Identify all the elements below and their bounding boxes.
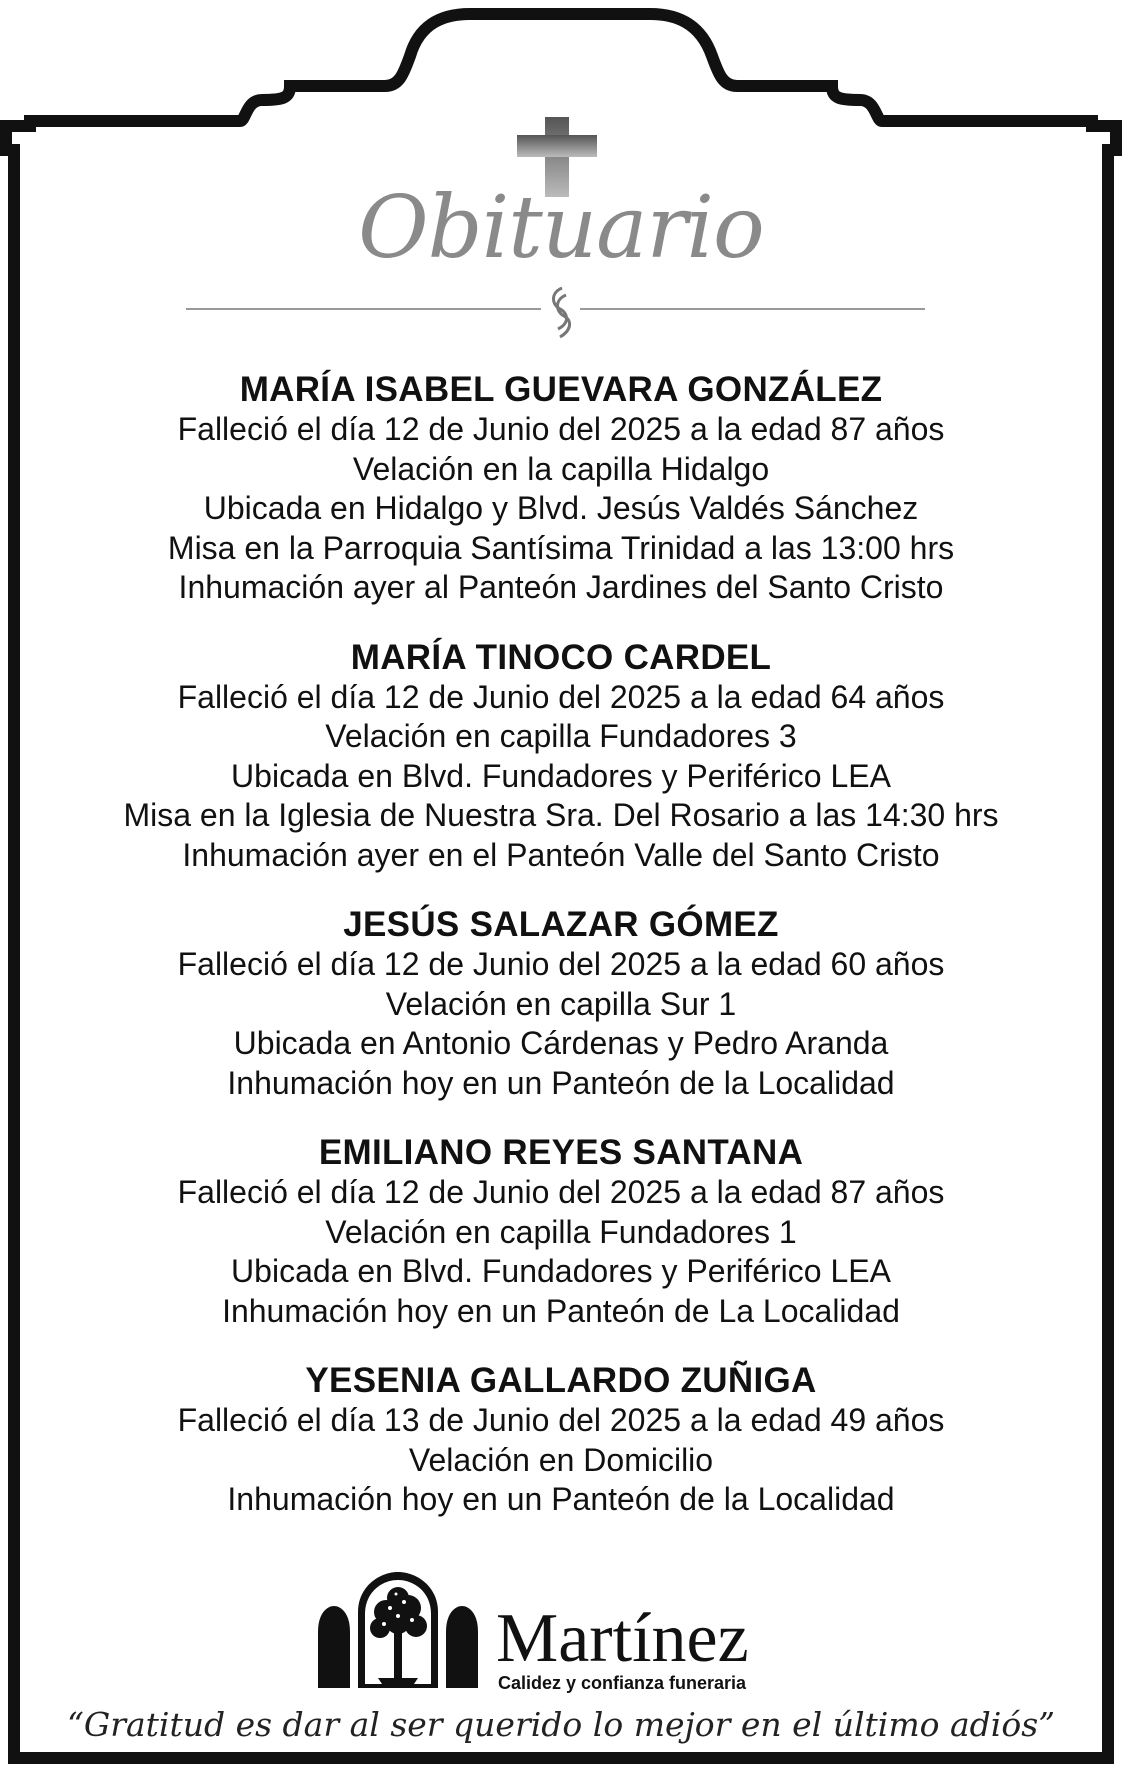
obituary-entry bbox=[40, 905, 1082, 1103]
wake-line: Velación en capilla Fundadores 1 bbox=[325, 1213, 797, 1250]
burial-line: Inhumación hoy en un Panteón de la Localidad bbox=[227, 1064, 895, 1101]
burial-line: Inhumación hoy en un Panteón de La Localidad bbox=[222, 1292, 900, 1329]
page-title: Obituario bbox=[358, 178, 764, 278]
death-date-line: Falleció el día 12 de Junio del 2025 a la edad 60 años bbox=[177, 946, 945, 982]
obituary-entry bbox=[40, 638, 1082, 876]
obituary-entry bbox=[40, 1133, 1082, 1331]
brand-tagline: Calidez y confianza funeraria bbox=[498, 1673, 747, 1693]
burial-line: Inhumación ayer en el Panteón Valle del Santo Cristo bbox=[182, 836, 940, 873]
divider-right bbox=[580, 308, 925, 310]
location-line: Ubicada en Antonio Cárdenas y Pedro Aranda bbox=[233, 1025, 889, 1061]
deceased-name: MARÍA ISABEL GUEVARA GONZÁLEZ bbox=[239, 370, 883, 409]
closing-quote: “Gratitud es dar al ser querido lo mejor en el último adiós” bbox=[66, 1705, 1056, 1744]
mass-line: Misa en la Iglesia de Nuestra Sra. Del Rosario a las 14:30 hrs bbox=[123, 797, 999, 833]
burial-line: Inhumación hoy en un Panteón de la Localidad bbox=[227, 1481, 895, 1517]
mass-line: Misa en la Parroquia Santísima Trinidad a las 13:00 hrs bbox=[167, 529, 955, 566]
chapel-tree-logo-icon bbox=[318, 1572, 478, 1688]
deceased-name: MARÍA TINOCO CARDEL bbox=[350, 637, 772, 677]
wake-line: Velación en capilla Sur 1 bbox=[385, 985, 737, 1022]
obituary-entry bbox=[40, 370, 1082, 608]
location-line: Ubicada en Blvd. Fundadores y Periférico LEA bbox=[231, 757, 891, 794]
obituary-entry bbox=[40, 1361, 1082, 1520]
deceased-name: JESÚS SALAZAR GÓMEZ bbox=[343, 905, 779, 944]
wake-line: Velación en capilla Fundadores 3 bbox=[325, 718, 797, 754]
deceased-name: YESENIA GALLARDO ZUÑIGA bbox=[305, 1361, 817, 1400]
wake-line: Velación en la capilla Hidalgo bbox=[352, 450, 770, 487]
death-date-line: Falleció el día 12 de Junio del 2025 a la edad 87 años bbox=[177, 411, 945, 447]
ornament-icon bbox=[540, 285, 580, 340]
brand-name: Martínez bbox=[496, 1600, 749, 1677]
wake-line: Velación en Domicilio bbox=[408, 1441, 714, 1478]
deceased-name: EMILIANO REYES SANTANA bbox=[318, 1133, 804, 1172]
burial-line: Inhumación ayer al Panteón Jardines del Santo Cristo bbox=[178, 569, 944, 605]
obituary-list bbox=[40, 370, 1082, 1550]
death-date-line: Falleció el día 12 de Junio del 2025 a la edad 87 años bbox=[177, 1174, 945, 1210]
location-line: Ubicada en Hidalgo y Blvd. Jesús Valdés Sánchez bbox=[203, 490, 919, 526]
divider-left bbox=[186, 308, 541, 310]
death-date-line: Falleció el día 13 de Junio del 2025 a la edad 49 años bbox=[177, 1402, 945, 1438]
death-date-line: Falleció el día 12 de Junio del 2025 a la edad 64 años bbox=[177, 678, 945, 715]
location-line: Ubicada en Blvd. Fundadores y Periférico LEA bbox=[231, 1253, 891, 1289]
